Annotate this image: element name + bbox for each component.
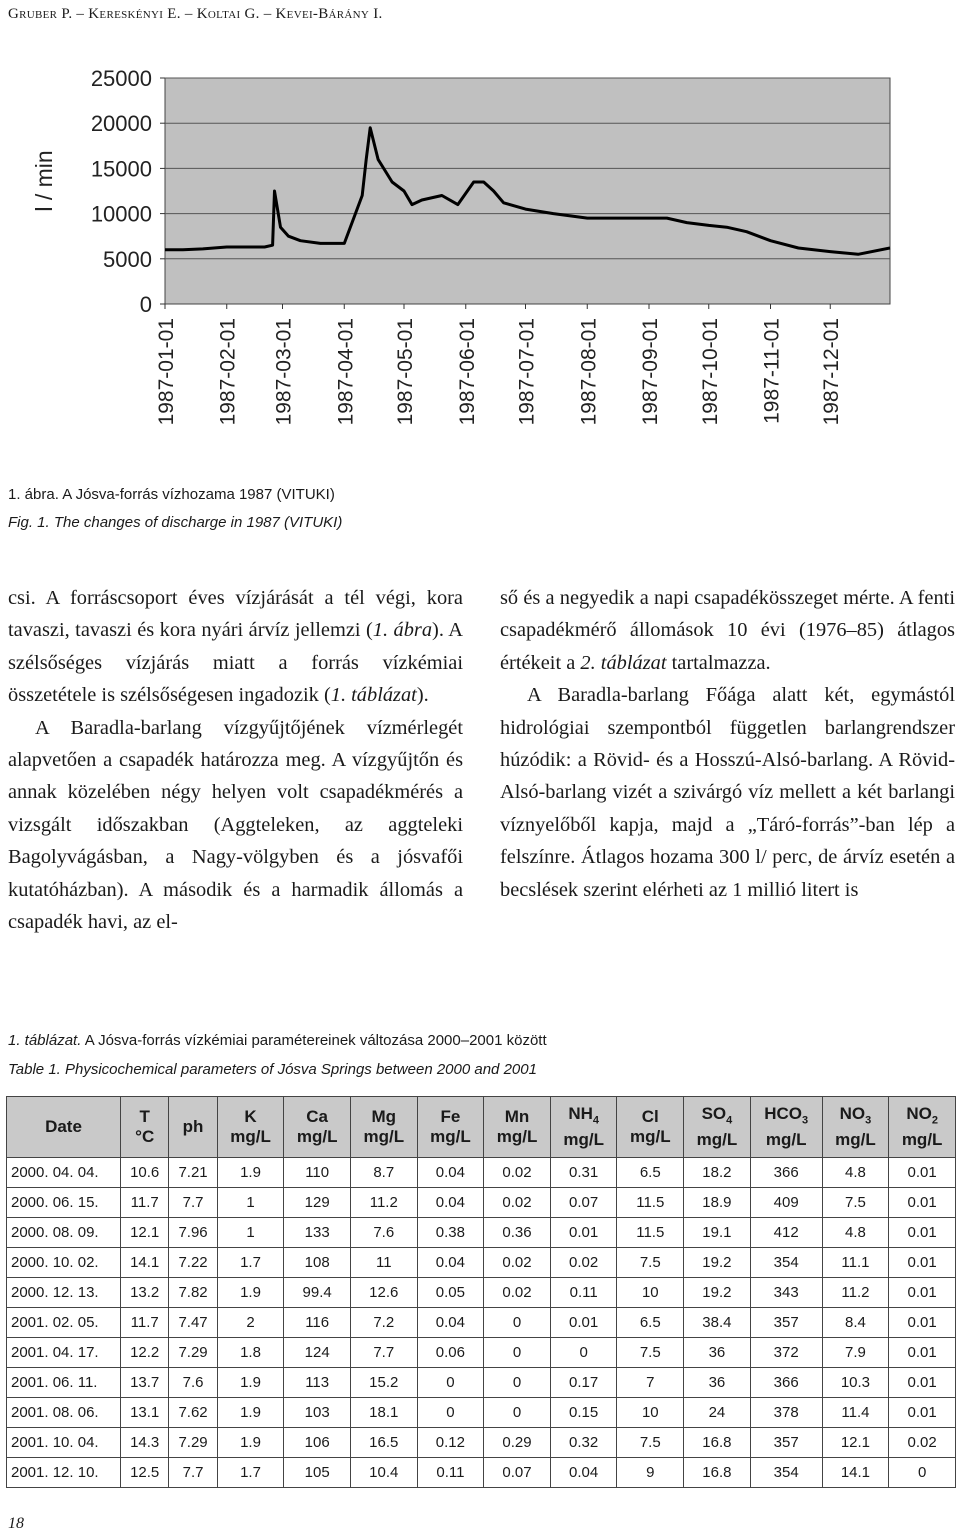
value-cell: 0.01 [889, 1398, 956, 1428]
date-cell: 2001. 02. 05. [7, 1308, 121, 1338]
x-tick-label: 1987-10-01 [698, 318, 722, 426]
column-header-symbol: NH [568, 1103, 593, 1123]
table-caption-hu [8, 1032, 547, 1049]
value-cell: 108 [284, 1248, 351, 1278]
table-caption-en-text: Table 1. Physicochemical parameters of Jósva Springs between 2000 and 2001 [8, 1061, 537, 1078]
value-cell: 0.01 [550, 1308, 617, 1338]
value-cell: 13.1 [121, 1398, 169, 1428]
value-cell: 116 [284, 1308, 351, 1338]
value-cell: 99.4 [284, 1278, 351, 1308]
x-tick-label: 1987-02-01 [216, 318, 240, 426]
value-cell: 0.01 [889, 1278, 956, 1308]
value-cell: 11.4 [822, 1398, 889, 1428]
value-cell: 7.6 [350, 1218, 417, 1248]
column-header-unit: mg/L [296, 1127, 338, 1146]
value-cell: 1.9 [217, 1278, 284, 1308]
page-number: 18 [8, 1515, 24, 1532]
value-cell: 103 [284, 1398, 351, 1428]
column-header [350, 1097, 417, 1158]
value-cell: 10 [617, 1278, 684, 1308]
value-cell: 7.6 [169, 1368, 217, 1398]
column-header-unit: mg/L [629, 1127, 671, 1146]
value-cell: 1 [217, 1218, 284, 1248]
value-cell: 2 [217, 1308, 284, 1338]
value-cell: 1.9 [217, 1398, 284, 1428]
body-column-right [500, 582, 955, 906]
column-header [7, 1097, 121, 1158]
column-header-unit: mg/L [765, 1130, 807, 1150]
y-tick-label: 15000 [90, 156, 152, 182]
value-cell: 0 [417, 1398, 484, 1428]
value-cell: 357 [750, 1428, 822, 1458]
figure-caption-hu [8, 486, 335, 503]
value-cell: 14.1 [121, 1248, 169, 1278]
table-row [7, 1398, 956, 1428]
x-tick-label: 1987-08-01 [577, 318, 601, 426]
value-cell: 0 [484, 1338, 551, 1368]
column-header-unit: mg/L [230, 1127, 271, 1146]
value-cell: 0.02 [484, 1158, 551, 1188]
value-cell: 0.29 [484, 1428, 551, 1458]
column-header [121, 1097, 169, 1158]
value-cell: 10.6 [121, 1158, 169, 1188]
column-header-symbol: SO [701, 1103, 727, 1123]
y-tick-label: 0 [139, 292, 152, 317]
value-cell: 7.22 [169, 1248, 217, 1278]
value-cell: 0.02 [484, 1278, 551, 1308]
value-cell: 0.01 [889, 1188, 956, 1218]
value-cell: 7.29 [169, 1338, 217, 1368]
value-cell: 0.06 [417, 1338, 484, 1368]
value-cell: 133 [284, 1218, 351, 1248]
column-header-symbol: K [244, 1107, 257, 1126]
value-cell: 24 [684, 1398, 751, 1428]
value-cell: 7 [617, 1368, 684, 1398]
value-cell: 11.2 [822, 1278, 889, 1308]
value-cell: 0 [484, 1398, 551, 1428]
value-cell: 7.2 [350, 1308, 417, 1338]
column-header [217, 1097, 284, 1158]
value-cell: 1.7 [217, 1248, 284, 1278]
value-cell: 0.11 [417, 1458, 484, 1488]
column-header [169, 1097, 217, 1158]
column-header-symbol: NO [906, 1103, 932, 1123]
value-cell: 0.02 [484, 1248, 551, 1278]
value-cell: 7.5 [617, 1428, 684, 1458]
value-cell: 0.01 [889, 1368, 956, 1398]
value-cell: 0.07 [550, 1188, 617, 1218]
value-cell: 106 [284, 1428, 351, 1458]
value-cell: 0.04 [417, 1248, 484, 1278]
value-cell: 0.04 [417, 1308, 484, 1338]
value-cell: 0.38 [417, 1218, 484, 1248]
column-header-subscript: 4 [592, 1114, 599, 1127]
column-header-symbol: Ca [306, 1107, 329, 1126]
value-cell: 10 [617, 1398, 684, 1428]
value-cell: 0.05 [417, 1278, 484, 1308]
value-cell: 9 [617, 1458, 684, 1488]
column-header-unit: mg/L [496, 1127, 538, 1146]
figure-caption-en-text: The changes of discharge in 1987 (VITUKI) [53, 514, 343, 531]
column-header-unit: °C [135, 1127, 155, 1146]
text-span: ). A szélsőséges vízjárás miatt a forrás vízkémiai összetétele is szélsőségesen ingadozik ( [8, 619, 463, 707]
figure-caption-en [8, 514, 342, 531]
figure-caption-hu-text: A Jósva-forrás vízhozama 1987 (VITUKI) [62, 486, 335, 503]
value-cell: 10.4 [350, 1458, 417, 1488]
value-cell: 7.21 [169, 1158, 217, 1188]
table-row [7, 1218, 956, 1248]
date-cell: 2001. 04. 17. [7, 1338, 121, 1368]
y-tick-label: 10000 [90, 201, 152, 227]
date-cell: 2000. 12. 13. [7, 1278, 121, 1308]
value-cell: 19.2 [684, 1278, 751, 1308]
value-cell: 7.5 [822, 1188, 889, 1218]
value-cell: 113 [284, 1368, 351, 1398]
column-header [484, 1097, 551, 1158]
value-cell: 16.8 [684, 1458, 751, 1488]
column-header-unit: mg/L [696, 1130, 738, 1150]
table-row [7, 1158, 956, 1188]
value-cell: 14.1 [822, 1458, 889, 1488]
value-cell: 0 [550, 1338, 617, 1368]
value-cell: 7.96 [169, 1218, 217, 1248]
table-row [7, 1188, 956, 1218]
value-cell: 11.2 [350, 1188, 417, 1218]
table-row [7, 1428, 956, 1458]
value-cell: 11 [350, 1248, 417, 1278]
value-cell: 11.7 [121, 1188, 169, 1218]
column-header [889, 1097, 956, 1158]
value-cell: 7.47 [169, 1308, 217, 1338]
value-cell: 18.2 [684, 1158, 751, 1188]
value-cell: 19.2 [684, 1248, 751, 1278]
column-header [617, 1097, 684, 1158]
paragraph [8, 582, 463, 712]
value-cell: 6.5 [617, 1158, 684, 1188]
value-cell: 12.1 [822, 1428, 889, 1458]
value-cell: 7.7 [169, 1458, 217, 1488]
date-cell: 2000. 04. 04. [7, 1158, 121, 1188]
text-span: tartalmazza. [666, 651, 771, 674]
running-header: Gruber P. – Kereskényi E. – Koltai G. – Kevei-Bárány I. [8, 6, 383, 22]
value-cell: 0.36 [484, 1218, 551, 1248]
discharge-chart [0, 44, 960, 464]
value-cell: 7.9 [822, 1338, 889, 1368]
y-tick-label: 5000 [103, 246, 152, 272]
value-cell: 7.5 [617, 1338, 684, 1368]
value-cell: 0.15 [550, 1398, 617, 1428]
figure-caption-en-lead: Fig. 1. [8, 514, 50, 531]
value-cell: 38.4 [684, 1308, 751, 1338]
column-header-unit: mg/L [363, 1127, 405, 1146]
value-cell: 12.5 [121, 1458, 169, 1488]
column-header [550, 1097, 617, 1158]
value-cell: 0.01 [550, 1218, 617, 1248]
value-cell: 0.32 [550, 1428, 617, 1458]
value-cell: 1.9 [217, 1158, 284, 1188]
value-cell: 18.1 [350, 1398, 417, 1428]
value-cell: 0.04 [417, 1188, 484, 1218]
value-cell: 4.8 [822, 1158, 889, 1188]
x-tick-label: 1987-07-01 [515, 318, 539, 426]
table-caption-hu-text: A Jósva-forrás vízkémiai paramétereinek változása 2000–2001 között [84, 1032, 547, 1049]
value-cell: 105 [284, 1458, 351, 1488]
table-row [7, 1338, 956, 1368]
table-row [7, 1248, 956, 1278]
figure-caption-hu-lead: 1. ábra. [8, 486, 59, 503]
column-header-symbol: NO [839, 1103, 866, 1123]
x-tick-label: 1987-11-01 [760, 318, 784, 424]
column-header-subscript: 4 [726, 1114, 733, 1127]
date-cell: 2001. 12. 10. [7, 1458, 121, 1488]
paragraph: A Baradla-barlang Főága alatt két, egymástól hidrológiai szempontból független barlangrendszer húzódik: a Rövid- és a Hosszú-Alsó-barlang. A Rövid-Alsó-barlang vizét a szivárgó víz mellett a két barlangi víznyelőből kapja, majd a „Táró-forrás”-ban lép a felszínre. Átlagos hozama 300 l/ perc, de árvíz esetén a becslések szerint elérheti az 1 millió litert is [500, 684, 955, 901]
value-cell: 0.11 [550, 1278, 617, 1308]
y-tick-label: 25000 [90, 66, 152, 91]
value-cell: 12.6 [350, 1278, 417, 1308]
value-cell: 0 [417, 1368, 484, 1398]
table-row [7, 1308, 956, 1338]
x-tick-label: 1987-12-01 [820, 318, 844, 426]
paragraph [500, 582, 955, 679]
date-cell: 2001. 06. 11. [7, 1368, 121, 1398]
column-header-unit: mg/L [901, 1130, 943, 1150]
value-cell: 16.5 [350, 1428, 417, 1458]
value-cell: 0.01 [889, 1338, 956, 1368]
value-cell: 8.4 [822, 1308, 889, 1338]
column-header-unit: mg/L [430, 1127, 471, 1146]
date-cell: 2001. 10. 04. [7, 1428, 121, 1458]
value-cell: 372 [750, 1338, 822, 1368]
date-cell: 2000. 10. 02. [7, 1248, 121, 1278]
value-cell: 0.01 [889, 1158, 956, 1188]
table-body [7, 1158, 956, 1488]
table-row [7, 1458, 956, 1488]
paragraph: A Baradla-barlang vízgyűjtőjének vízmérlegét alapvetően a csapadék határozza meg. A vízgyűjtőn és annak közelében négy helyen volt csapadékmérés a vizsgált időszakban (Aggteleken, az aggteleki Bagolyvágásban, a Nagy-völgyben és a jósvafői kutatóházban). A második és a harmadik állomás a csapadék havi, az el- [8, 716, 463, 934]
x-tick-label: 1987-03-01 [272, 318, 296, 426]
value-cell: 366 [750, 1368, 822, 1398]
text-span: ső és a negyedik a napi csapadékösszeget mérte. A fenti csapadékmérő állomások 10 évi (1976–85) átlagos értékeit a [500, 587, 955, 674]
value-cell: 19.1 [684, 1218, 751, 1248]
chemistry-table [6, 1096, 956, 1488]
value-cell: 13.7 [121, 1368, 169, 1398]
x-tick-label: 1987-01-01 [155, 318, 178, 426]
value-cell: 354 [750, 1458, 822, 1488]
figure-reference: 1. ábra [372, 619, 433, 642]
value-cell: 0.02 [484, 1188, 551, 1218]
value-cell: 36 [684, 1338, 751, 1368]
value-cell: 11.1 [822, 1248, 889, 1278]
value-cell: 129 [284, 1188, 351, 1218]
text-span: ). [416, 684, 429, 707]
value-cell: 1.9 [217, 1368, 284, 1398]
table-caption-hu-lead: 1. táblázat. [8, 1032, 82, 1049]
value-cell: 11.5 [617, 1188, 684, 1218]
value-cell: 343 [750, 1278, 822, 1308]
table-caption-en [8, 1061, 537, 1078]
column-header-unit: mg/L [563, 1130, 604, 1150]
value-cell: 15.2 [350, 1368, 417, 1398]
value-cell: 412 [750, 1218, 822, 1248]
value-cell: 1.9 [217, 1428, 284, 1458]
value-cell: 0 [484, 1368, 551, 1398]
column-header-symbol: Cl [641, 1107, 659, 1126]
table-reference: 1. táblázat [330, 684, 417, 707]
body-column-left [8, 582, 463, 938]
table-row [7, 1278, 956, 1308]
value-cell: 0.04 [550, 1458, 617, 1488]
value-cell: 1.7 [217, 1458, 284, 1488]
value-cell: 10.3 [822, 1368, 889, 1398]
table-header-row [7, 1097, 956, 1158]
x-tick-label: 1987-06-01 [455, 318, 479, 426]
value-cell: 0.12 [417, 1428, 484, 1458]
value-cell: 16.8 [684, 1428, 751, 1458]
value-cell: 0.17 [550, 1368, 617, 1398]
column-header-symbol: Mg [371, 1107, 397, 1126]
column-header-symbol: HCO [764, 1103, 802, 1123]
value-cell: 7.82 [169, 1278, 217, 1308]
value-cell: 0.01 [889, 1308, 956, 1338]
value-cell: 0.04 [417, 1158, 484, 1188]
value-cell: 12.2 [121, 1338, 169, 1368]
value-cell: 0.02 [550, 1248, 617, 1278]
date-cell: 2000. 06. 15. [7, 1188, 121, 1218]
column-header-symbol: Mn [504, 1107, 530, 1126]
value-cell: 7.29 [169, 1428, 217, 1458]
x-tick-label: 1987-05-01 [394, 318, 418, 426]
value-cell: 378 [750, 1398, 822, 1428]
value-cell: 1.8 [217, 1338, 284, 1368]
column-header [750, 1097, 822, 1158]
column-header-symbol: Fe [440, 1107, 461, 1126]
table-row [7, 1368, 956, 1398]
column-header-subscript: 3 [802, 1114, 809, 1127]
value-cell: 0.07 [484, 1458, 551, 1488]
text-span: csi. A forráscsoport éves vízjárását a tél végi, kora tavaszi, tavaszi és kora nyári árvíz jellemzi ( [8, 587, 463, 642]
column-header-subscript: 2 [931, 1114, 938, 1127]
value-cell: 36 [684, 1368, 751, 1398]
value-cell: 409 [750, 1188, 822, 1218]
value-cell: 0.01 [889, 1248, 956, 1278]
value-cell: 18.9 [684, 1188, 751, 1218]
value-cell: 4.8 [822, 1218, 889, 1248]
value-cell: 14.3 [121, 1428, 169, 1458]
value-cell: 1 [217, 1188, 284, 1218]
date-cell: 2001. 08. 06. [7, 1398, 121, 1428]
column-header [417, 1097, 484, 1158]
value-cell: 7.62 [169, 1398, 217, 1428]
column-header [822, 1097, 889, 1158]
column-header-symbol: ph [182, 1117, 204, 1136]
value-cell: 11.5 [617, 1218, 684, 1248]
x-tick-label: 1987-04-01 [334, 318, 358, 426]
date-cell: 2000. 08. 09. [7, 1218, 121, 1248]
column-header-unit: mg/L [835, 1130, 876, 1150]
value-cell: 12.1 [121, 1218, 169, 1248]
value-cell: 6.5 [617, 1308, 684, 1338]
value-cell: 0.01 [889, 1218, 956, 1248]
table-reference: 2. táblázat [580, 651, 667, 674]
value-cell: 7.7 [169, 1188, 217, 1218]
value-cell: 8.7 [350, 1158, 417, 1188]
value-cell: 0 [889, 1458, 956, 1488]
value-cell: 11.7 [121, 1308, 169, 1338]
value-cell: 7.5 [617, 1248, 684, 1278]
value-cell: 0 [484, 1308, 551, 1338]
value-cell: 124 [284, 1338, 351, 1368]
value-cell: 13.2 [121, 1278, 169, 1308]
y-axis-label: l / min [31, 150, 57, 212]
column-header [284, 1097, 351, 1158]
column-header-symbol: Date [45, 1117, 82, 1136]
value-cell: 110 [284, 1158, 351, 1188]
column-header [684, 1097, 751, 1158]
y-tick-label: 20000 [90, 111, 152, 137]
value-cell: 366 [750, 1158, 822, 1188]
value-cell: 357 [750, 1308, 822, 1338]
value-cell: 0.02 [889, 1428, 956, 1458]
column-header-symbol: T [139, 1107, 150, 1126]
value-cell: 354 [750, 1248, 822, 1278]
x-tick-label: 1987-09-01 [638, 318, 662, 426]
column-header-subscript: 3 [865, 1114, 872, 1127]
value-cell: 7.7 [350, 1338, 417, 1368]
value-cell: 0.31 [550, 1158, 617, 1188]
